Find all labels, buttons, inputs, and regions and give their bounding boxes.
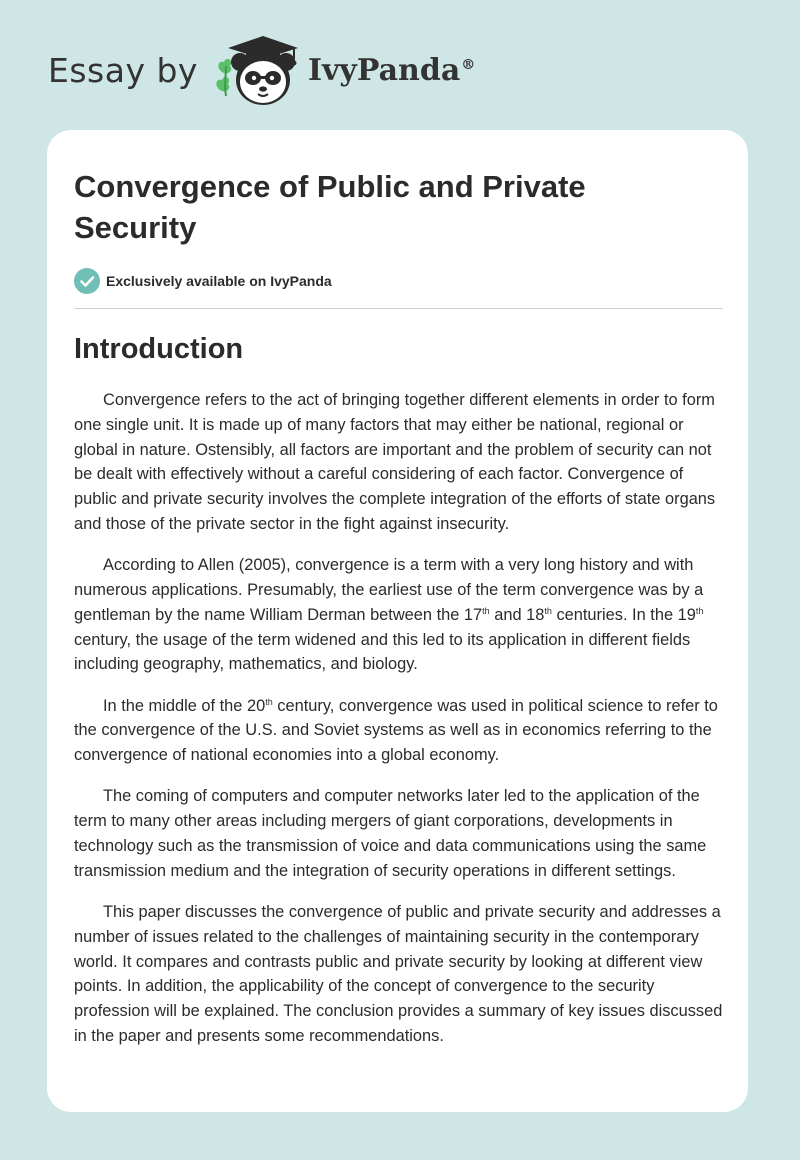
badge-label: Exclusively available on IvyPanda (106, 273, 332, 289)
checkmark-icon (74, 268, 100, 294)
paragraph-4: The coming of computers and computer networks later led to the application of the term to many other areas including mergers of giant corporations, developments in technology such as the transmission of voice and data communications using the same transmission medium and the integration of security operations in different settings. (74, 787, 707, 880)
essay-card (47, 130, 748, 1112)
section-heading: Introduction (74, 333, 244, 365)
paragraph-1: Convergence refers to the act of bringing together different elements in order to form one single unit. It is made up of many factors that may either be national, regional or global in nature. Ostensibly, all factors are important and the problem of security can not be dealt with effectively without a careful considering of each factor. Convergence of public and private security involves the complete integration of the efforts of state organs and those of the private sector in the fight against insecurity. (74, 391, 716, 533)
paragraph-2: According to Allen (2005), convergence is a term with a very long history and with numerous applications. Presumably, the earliest use of the term convergence was by a gentleman by the name William Derman between the 17th and 18th centuries. In the 19th century, the usage of the term widened and this led to its application in different fields including geography, mathematics, and biology. (74, 556, 704, 674)
panda-logo-icon (214, 32, 304, 108)
essay-by-label: Essay by (48, 50, 198, 90)
divider (74, 308, 723, 309)
paragraph-5: This paper discusses the convergence of public and private security and addresses a number of issues related to the challenges of maintaining security in the contemporary world. It compares and contrasts public and private security by looking at different view points. In addition, the applicability of the concept of convergence to the security profession will be explained. The conclusion provides a summary of key issues discussed in the paper and presents some recommendations. (74, 902, 723, 1045)
exclusive-badge (74, 268, 722, 294)
paragraph-3: In the middle of the 20th century, convergence was used in political science to refer to the convergence of the U.S. and Soviet systems as well as in economics referring to the convergence of national economies into a global economy. (74, 696, 718, 765)
registered-mark: ® (461, 56, 476, 73)
essay-title: Convergence of Public and Private Security (74, 169, 586, 245)
brand-name: IvyPanda® (307, 52, 476, 88)
site-header (48, 30, 475, 110)
